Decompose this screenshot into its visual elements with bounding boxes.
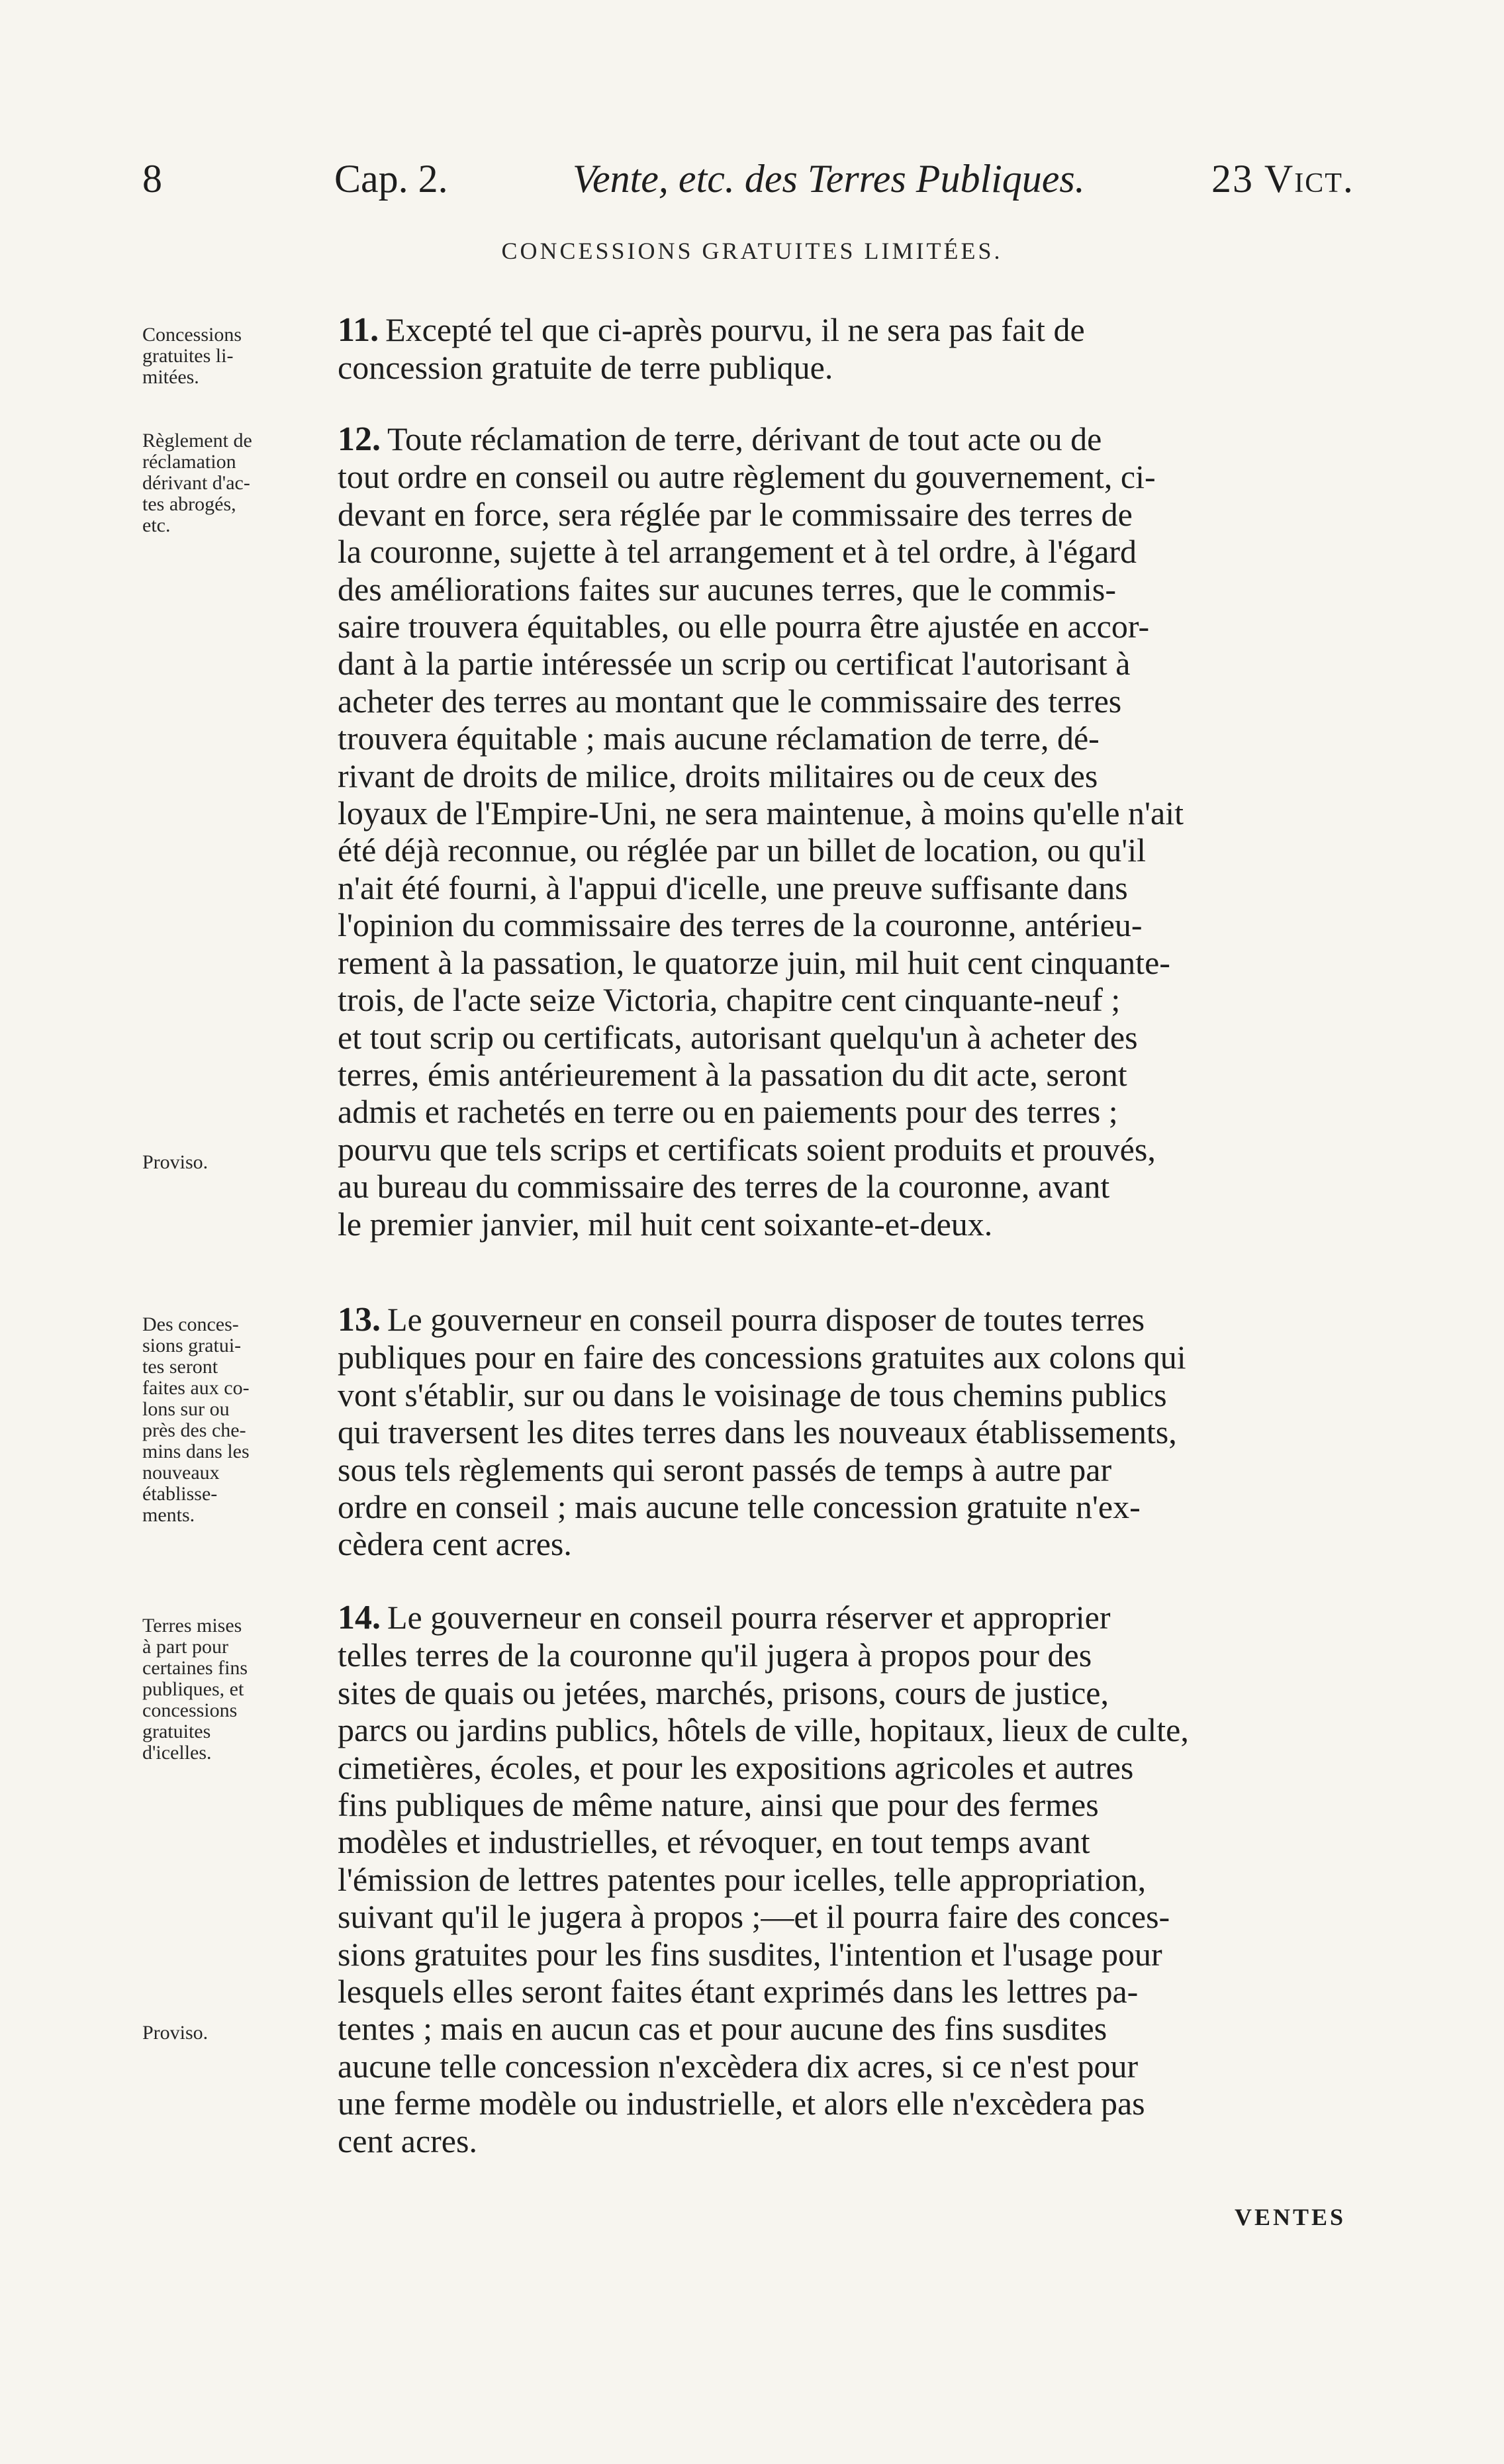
section-paragraph <box>338 311 1356 387</box>
paragraph-text: Le gouverneur en conseil pourra disposer de toutes terres publiques pour en faire des concessions gratuites aux colons qui vont s'établir, sur ou dans le voisinage de tous chemins publics qui traversent les dites terres dans les nouveaux établissements, sous tels règlements qui seront passés de temps à autre par ordre en conseil ; mais aucune telle concession gratuite n'ex- cèdera cent acres. <box>338 1301 1186 1563</box>
margin-note: Règlement de réclamation dérivant d'ac- tes abrogés, etc. <box>142 430 252 536</box>
margin-note-proviso: Proviso. <box>142 2022 209 2044</box>
chapter-label: Cap. 2. <box>334 157 448 201</box>
margin-note: Des conces- sions gratui- tes seront faites aux co- lons sur ou près des che- mins dans les nouveaux établisse- ments. <box>142 1313 250 1526</box>
regnal-year: 23 Vict. <box>1211 157 1354 201</box>
margin-note: Concessions gratuites li- mitées. <box>142 324 242 388</box>
running-title: Vente, etc. des Terres Publiques. <box>573 157 1085 201</box>
paragraph-text: Excepté tel que ci-après pourvu, il ne sera pas fait de concession gratuite de terre publique. <box>338 311 1085 387</box>
running-header <box>0 156 1504 209</box>
section-heading: CONCESSIONS GRATUITES LIMITÉES. <box>501 238 1003 264</box>
section-number: 11. <box>338 311 379 349</box>
section-number: 12. <box>338 420 381 458</box>
paragraph-text: Le gouverneur en conseil pourra réserver et approprier telles terres de la couronne qu'il jugera à propos pour des sites de quais ou jetées, marchés, prisons, cours de justice, parcs ou jardins publics, hôtels de ville, hopitaux, lieux de culte, cimetières, écoles, et pour les expositions agricoles et autres fins publiques de même nature, ainsi que pour des fermes modèles et industrielles, et révoquer, en tout temps avant l'émission de lettres patentes pour icelles, telle appropriation, suivant qu'il le jugera à propos ;—et il pourra faire des conces- sions gratuites pour les fins susdites, l'intention et l'usage pour lesquels elles seront faites étant exprimés dans les lettres pa- tentes ; mais en aucun cas et pour aucune des fins susdites aucune telle concession n'excèdera dix acres, si ce n'est pour une ferme modèle ou industrielle, et alors elle n'excèdera pas cent acres. <box>338 1599 1189 2159</box>
paragraph-text: Toute réclamation de terre, dérivant de tout acte ou de tout ordre en conseil ou autre règlement du gouvernement, ci- devant en force, sera réglée par le commissaire des terres de la couronne, sujette à tel arrangement et à tel ordre, à l'égard des améliorations faites sur aucunes terres, que le commis- saire trouvera équitables, ou elle pourra être ajustée en accor- dant à la partie intéressée un scrip ou certificat l'autorisant à acheter des terres au montant que le commissaire des terres trouvera équitable ; mais aucune réclamation de terre, dé- rivant de droits de milice, droits militaires ou de ceux des loyaux de l'Empire-Uni, ne sera maintenue, à moins qu'elle n'ait été déjà reconnue, ou réglée par un billet de location, ou qu'il n'ait été fourni, à l'appui d'icelle, une preuve suffisante dans l'opinion du commissaire des terres de la couronne, antérieu- rement à la passation, le quatorze juin, mil huit cent cinquante- trois, de l'acte seize Victoria, chapitre cent cinquante-neuf ; et tout scrip ou certificats, autorisant quelqu'un à acheter des terres, émis antérieurement à la passation du dit acte, seront admis et rachetés en terre ou en paiements pour des terres ; pourvu que tels scrips et certificats soient produits et prouvés, au bureau du commissaire des terres de la couronne, avant le premier janvier, mil huit cent soixante-et-deux. <box>338 420 1184 1243</box>
section-paragraph <box>338 1301 1356 1563</box>
section-number: 14. <box>338 1599 381 1636</box>
page-number: 8 <box>142 157 162 201</box>
margin-note-proviso: Proviso. <box>142 1151 209 1173</box>
section-number: 13. <box>338 1301 381 1339</box>
section-paragraph <box>338 420 1356 1243</box>
section-paragraph <box>338 1599 1356 2159</box>
catchword: VENTES <box>1235 2204 1346 2230</box>
margin-note: Terres mises à part pour certaines fins publiques, et concessions gratuites d'icelles. <box>142 1615 248 1764</box>
